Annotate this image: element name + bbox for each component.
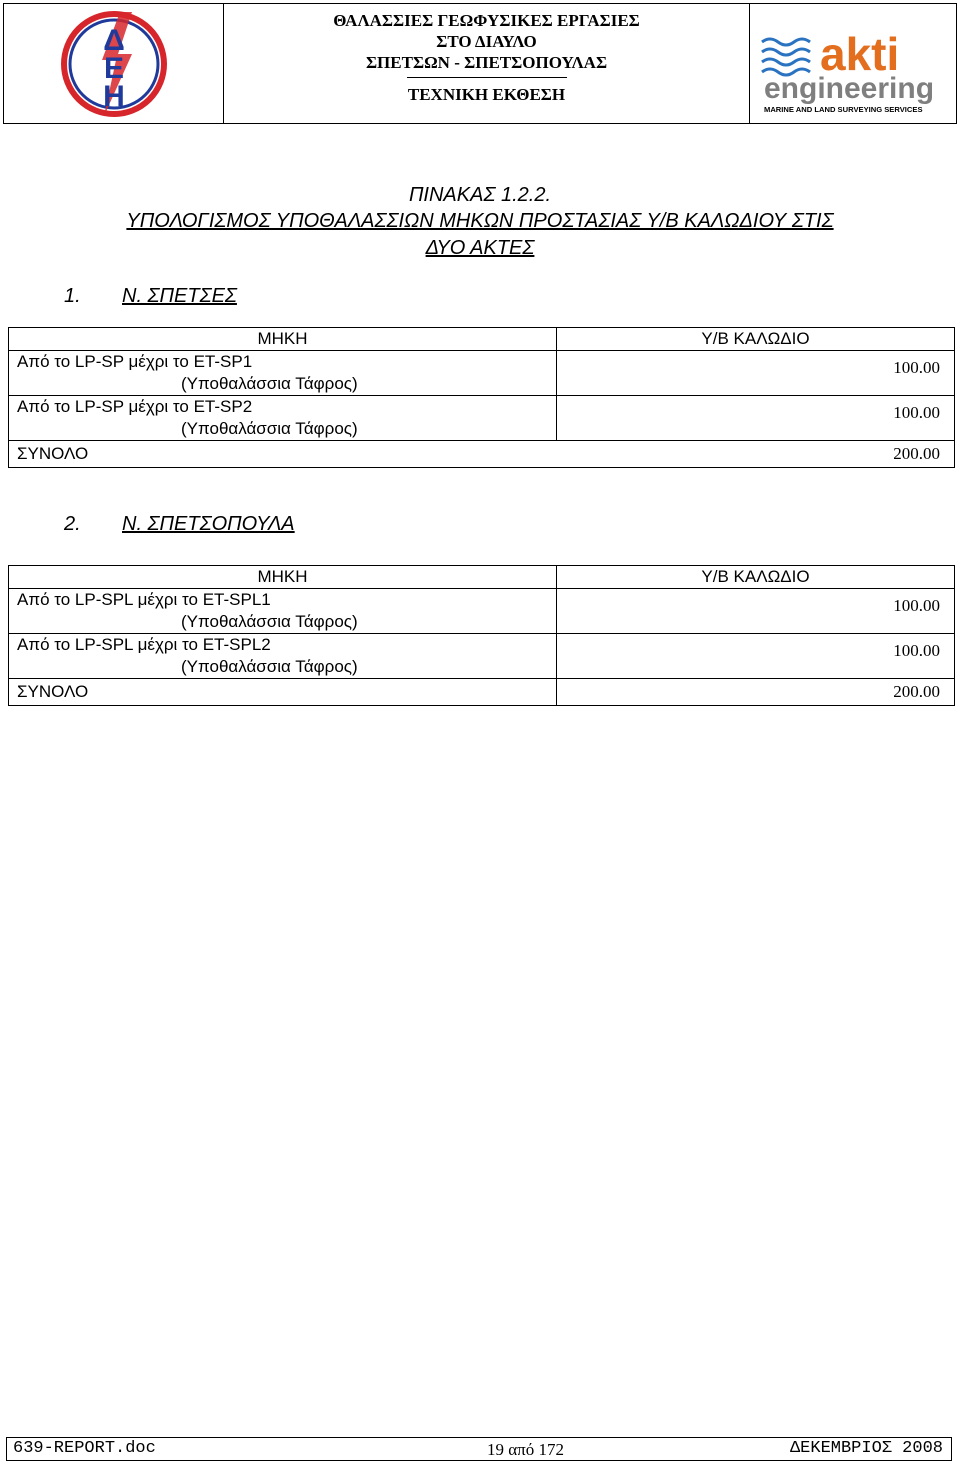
total-label: ΣΥΝΟΛΟ [9, 679, 557, 706]
section-name: Ν. ΣΠΕΤΣΕΣ [122, 285, 237, 307]
header-divider [407, 77, 567, 78]
footer-page-number: 19 από 172 [487, 1440, 564, 1459]
total-row [9, 441, 955, 468]
page-footer [6, 1437, 952, 1461]
akti-word: akti [820, 27, 900, 80]
footer-filename: 639-REPORT.doc [13, 1439, 156, 1458]
deh-letter-delta: Δ [102, 23, 125, 57]
deh-logo-graphic [58, 8, 170, 120]
table-row [9, 396, 955, 441]
deh-letter-eta: Η [102, 79, 125, 113]
row-description [9, 396, 557, 441]
page-header [3, 3, 957, 124]
row-route: Από το LP-SPL μέχρι το ET-SPL1 [17, 590, 271, 609]
total-label: ΣΥΝΟΛΟ [9, 441, 557, 468]
length-table-spetsopoula [8, 565, 955, 706]
length-table-spetses [8, 327, 955, 468]
table-title-line-2: ΔΥΟ ΑΚΤΕΣ [425, 237, 535, 259]
row-value: 100.00 [557, 351, 955, 396]
col-header-cable: Υ/Β ΚΑΛΩΔΙΟ [557, 328, 955, 351]
footer-date: ΔΕΚΕΜΒΡΙΟΣ 2008 [789, 1439, 943, 1458]
table-row [9, 634, 955, 679]
akti-logo [750, 4, 956, 123]
row-route: Από το LP-SP μέχρι το ET-SP2 [17, 397, 253, 416]
section-heading-spetses [64, 284, 237, 308]
deh-logo [4, 4, 224, 123]
report-title: ΤΕΧΝΙΚΗ ΕΚΘΕΣΗ [407, 85, 566, 104]
section-heading-spetsopoula [64, 512, 295, 536]
row-type: (Υποθαλάσσια Τάφρος) [181, 657, 358, 676]
row-description [9, 634, 557, 679]
row-value: 100.00 [557, 589, 955, 634]
section-name: Ν. ΣΠΕΤΣΟΠΟΥΛΑ [122, 513, 295, 535]
col-header-length: ΜΗΚΗ [9, 566, 557, 589]
deh-letter-epsilon: Ε [103, 51, 124, 85]
row-value: 100.00 [557, 634, 955, 679]
table-row [9, 351, 955, 396]
row-description [9, 351, 557, 396]
akti-logo-graphic [758, 12, 948, 116]
total-value: 200.00 [557, 441, 955, 468]
header-line-2: ΣΤΟ ΔΙΑΥΛΟ [436, 32, 537, 51]
col-header-length: ΜΗΚΗ [9, 328, 557, 351]
header-title-block [224, 4, 750, 123]
engineering-word: engineering [764, 71, 935, 105]
total-row [9, 679, 955, 706]
header-line-3: ΣΠΕΤΣΩΝ - ΣΠΕΤΣΟΠΟΥΛΑΣ [365, 53, 608, 72]
col-header-cable: Υ/Β ΚΑΛΩΔΙΟ [557, 566, 955, 589]
section-number: 1. [64, 285, 81, 307]
row-description [9, 589, 557, 634]
table-title-line-1: ΥΠΟΛΟΓΙΣΜΟΣ ΥΠΟΘΑΛΑΣΣΙΩΝ ΜΗΚΩΝ ΠΡΟΣΤΑΣΙΑΣ Υ/Β ΚΑΛΩΔΙΟΥ ΣΤΙΣ [126, 210, 834, 232]
row-type: (Υποθαλάσσια Τάφρος) [181, 419, 358, 438]
row-route: Από το LP-SPL μέχρι το ET-SPL2 [17, 635, 271, 654]
total-value: 200.00 [557, 679, 955, 706]
table-number: ΠΙΝΑΚΑΣ 1.2.2. [408, 184, 552, 206]
row-value: 100.00 [557, 396, 955, 441]
table-row [9, 589, 955, 634]
header-line-1: ΘΑΛΑΣΣΙΕΣ ΓΕΩΦΥΣΙΚΕΣ ΕΡΓΑΣΙΕΣ [333, 11, 640, 30]
akti-tagline: MARINE AND LAND SURVEYING SERVICES [764, 104, 923, 114]
section-number: 2. [64, 513, 81, 535]
row-route: Από το LP-SP μέχρι το ET-SP1 [17, 352, 253, 371]
row-type: (Υποθαλάσσια Τάφρος) [181, 374, 358, 393]
row-type: (Υποθαλάσσια Τάφρος) [181, 612, 358, 631]
